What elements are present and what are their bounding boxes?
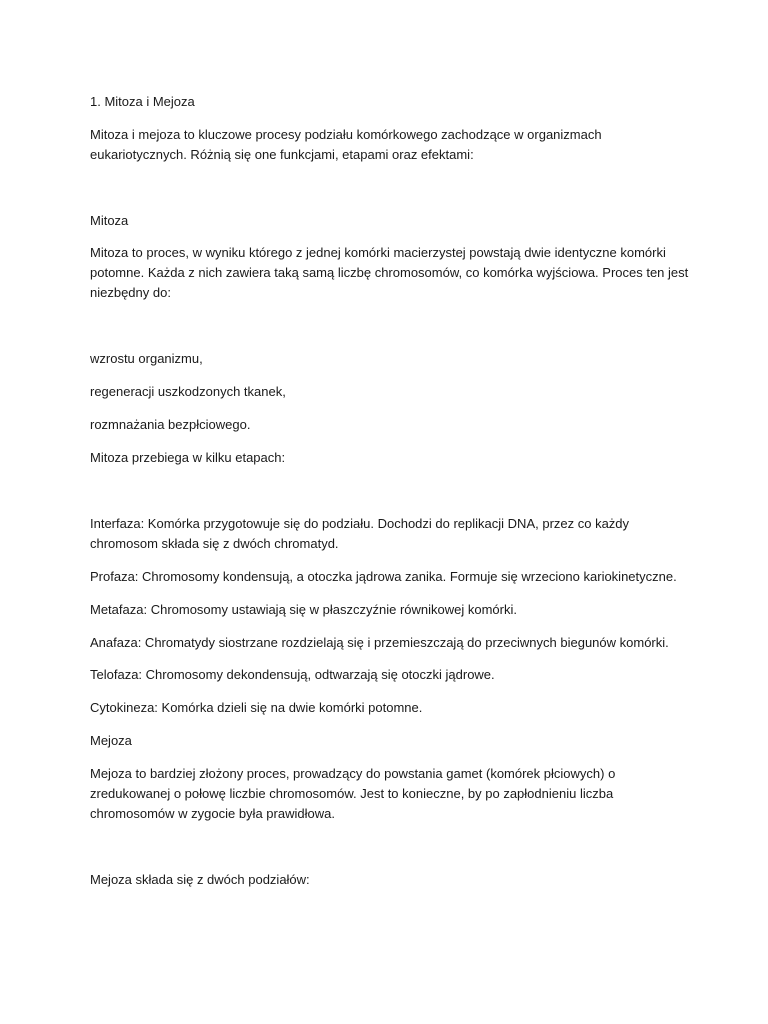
meiosis-divisions: Mejoza składa się z dwóch podziałów: xyxy=(90,872,310,887)
use-item: regeneracji uszkodzonych tkanek, xyxy=(90,384,286,399)
use-item: rozmnażania bezpłciowego. xyxy=(90,417,251,432)
stage-item: Metafaza: Chromosomy ustawiają się w płaszczyźnie równikowej komórki. xyxy=(90,602,517,617)
stage-item: Interfaza: Komórka przygotowuje się do podziału. Dochodzi do replikacji DNA, przez co każdy chromosom składa się z dwóch chromatyd. xyxy=(90,516,630,551)
section-heading: 1. Mitoza i Mejoza xyxy=(90,94,195,109)
stage-item: Profaza: Chromosomy kondensują, a otoczka jądrowa zanika. Formuje się wrzeciono kariokinetyczne. xyxy=(90,569,677,584)
intro-paragraph: Mitoza i mejoza to kluczowe procesy podziału komórkowego zachodzące w organizmach eukariotycznych. Różnią się one funkcjami, etapami oraz efektami: xyxy=(90,127,602,162)
meiosis-title: Mejoza xyxy=(90,733,132,748)
mitosis-description: Mitoza to proces, w wyniku którego z jednej komórki macierzystej powstają dwie identyczne komórki potomne. Każda z nich zawiera taką samą liczbę chromosomów, co komórka wyjściowa. Proces ten jest niezbędny do: xyxy=(90,245,689,300)
use-item: wzrostu organizmu, xyxy=(90,351,203,366)
meiosis-description: Mejoza to bardziej złożony proces, prowadzący do powstania gamet (komórek płciowych) o zredukowanej o połowę liczbie chromosomów. Jest to konieczne, by po zapłodnieniu liczba chromosomów w zygocie była prawidłowa. xyxy=(90,766,616,821)
stage-item: Telofaza: Chromosomy dekondensują, odtwarzają się otoczki jądrowe. xyxy=(90,667,495,682)
stages-intro: Mitoza przebiega w kilku etapach: xyxy=(90,450,286,465)
mitosis-title: Mitoza xyxy=(90,213,129,228)
stage-item: Cytokineza: Komórka dzieli się na dwie komórki potomne. xyxy=(90,700,423,715)
stage-item: Anafaza: Chromatydy siostrzane rozdzielają się i przemieszczają do przeciwnych biegunów komórki. xyxy=(90,635,669,650)
